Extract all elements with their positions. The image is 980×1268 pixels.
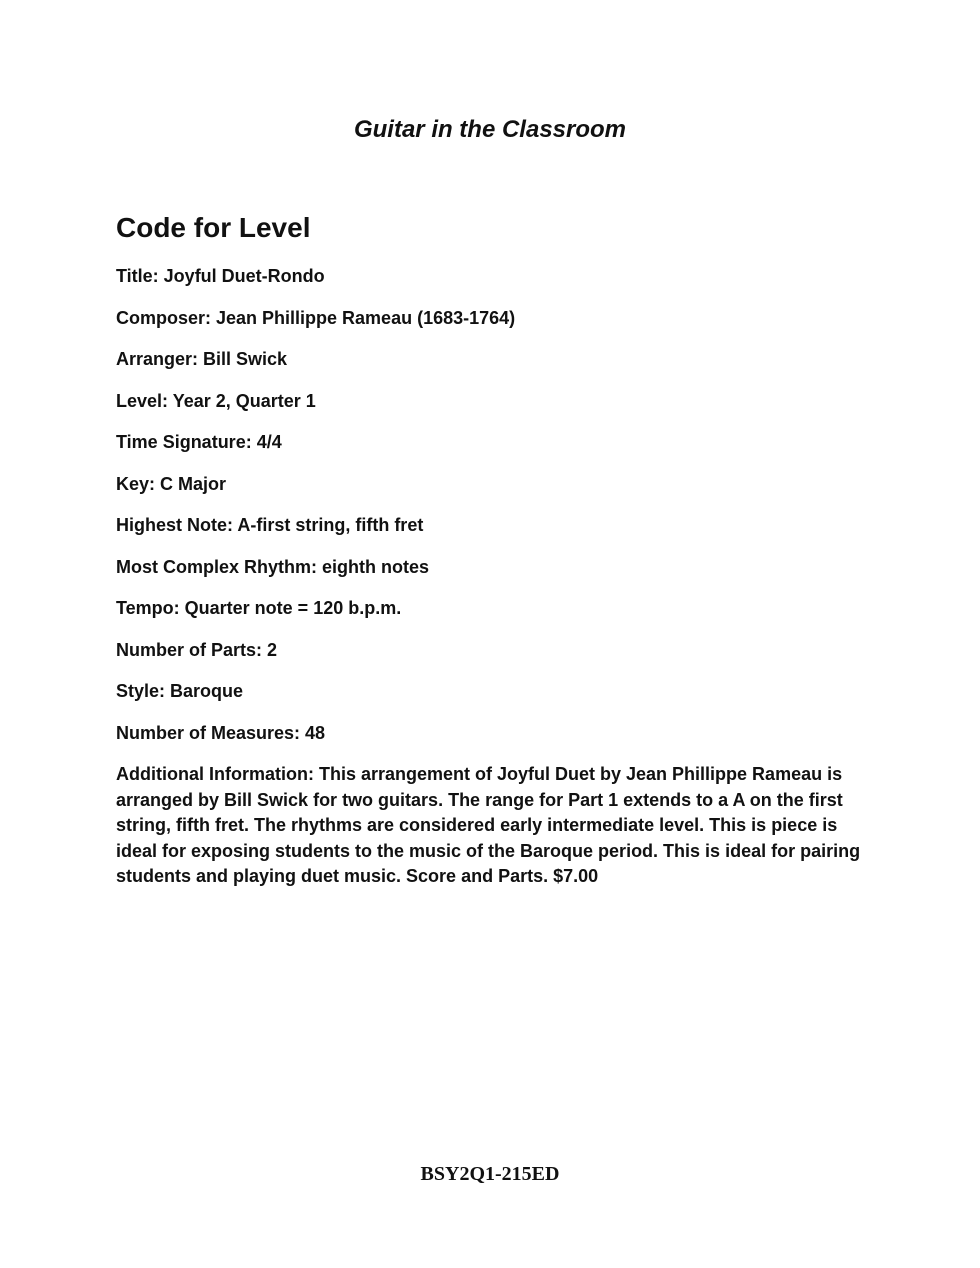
field-highest-note: Highest Note: A-first string, fifth fret xyxy=(116,515,424,535)
field-composer: Composer: Jean Phillippe Rameau (1683-1764) xyxy=(116,307,516,328)
field-style: Style: Baroque xyxy=(116,681,244,701)
field-time-signature: Time Signature: 4/4 xyxy=(116,432,282,452)
section-heading: Code for Level xyxy=(116,212,311,243)
field-list xyxy=(116,264,876,762)
field-number-of-parts: Number of Parts: 2 xyxy=(116,639,278,660)
field-tempo: Tempo: Quarter note = 120 b.p.m. xyxy=(116,598,402,618)
field-arranger: Arranger: Bill Swick xyxy=(116,349,288,369)
field-number-of-measures: Number of Measures: 48 xyxy=(116,722,326,743)
field-title: Title: Joyful Duet-Rondo xyxy=(116,266,325,286)
additional-information: Additional Information: This arrangement of Joyful Duet by Jean Phillippe Rameau is arranged by Bill Swick for two guitars. The range for Part 1 extends to a A on the first string, fifth fret. The rhythms are considered early intermediate level. This is piece is ideal for exposing students to the music of the Baroque period. This is ideal for pairing students and playing duet music. Score and Parts. $7.00 xyxy=(116,764,861,886)
field-level: Level: Year 2, Quarter 1 xyxy=(116,390,316,411)
field-key: Key: C Major xyxy=(116,473,227,494)
product-code: BSY2Q1-215ED xyxy=(420,1163,560,1185)
document-title: Guitar in the Classroom xyxy=(353,116,627,143)
field-complex-rhythm: Most Complex Rhythm: eighth notes xyxy=(116,556,430,577)
